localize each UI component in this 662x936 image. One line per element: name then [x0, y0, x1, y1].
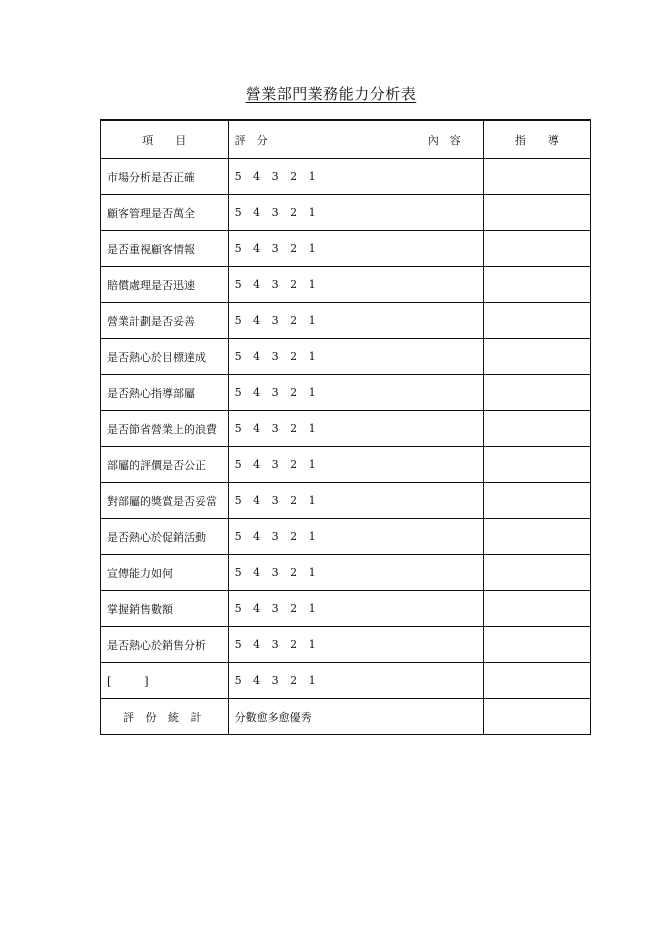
row-score[interactable]: 5 4 3 2 1 — [228, 519, 483, 555]
row-guide[interactable] — [483, 411, 590, 447]
page-title — [0, 84, 662, 104]
footer-item: 評 份 統 計 — [101, 699, 229, 735]
row-score[interactable]: 5 4 3 2 1 — [228, 159, 483, 195]
footer-score: 分數愈多愈優秀 — [228, 699, 483, 735]
row-guide[interactable] — [483, 195, 590, 231]
row-item: 是否熱心於銷售分析 — [101, 627, 229, 663]
row-guide[interactable] — [483, 663, 590, 699]
table-row — [101, 195, 591, 231]
row-item: 是否熱心指導部屬 — [101, 375, 229, 411]
row-item: 部屬的評價是否公正 — [101, 447, 229, 483]
row-guide[interactable] — [483, 483, 590, 519]
row-item: 宣傳能力如何 — [101, 555, 229, 591]
row-item: 賠償處理是否迅速 — [101, 267, 229, 303]
table-row — [101, 339, 591, 375]
header-item: 項 目 — [101, 120, 229, 159]
row-score[interactable]: 5 4 3 2 1 — [228, 483, 483, 519]
footer-guide[interactable] — [483, 699, 590, 735]
table-row — [101, 627, 591, 663]
row-guide[interactable] — [483, 375, 590, 411]
table-row — [101, 267, 591, 303]
row-score[interactable]: 5 4 3 2 1 — [228, 591, 483, 627]
row-item: 是否節省營業上的浪費 — [101, 411, 229, 447]
table-row — [101, 447, 591, 483]
table-header-row — [101, 120, 591, 159]
row-guide[interactable] — [483, 447, 590, 483]
row-item: 顧客管理是否萬全 — [101, 195, 229, 231]
row-item: 掌握銷售數額 — [101, 591, 229, 627]
row-score[interactable]: 5 4 3 2 1 — [228, 663, 483, 699]
row-score[interactable]: 5 4 3 2 1 — [228, 303, 483, 339]
table-row — [101, 663, 591, 699]
table-row — [101, 303, 591, 339]
row-item-blank[interactable]: [ ] — [101, 663, 229, 699]
row-item: 市場分析是否正確 — [101, 159, 229, 195]
row-score[interactable]: 5 4 3 2 1 — [228, 267, 483, 303]
analysis-table — [100, 119, 591, 735]
table-footer-row — [101, 699, 591, 735]
header-score-content — [228, 120, 483, 159]
row-item: 是否熱心於促銷活動 — [101, 519, 229, 555]
table-row — [101, 555, 591, 591]
row-guide[interactable] — [483, 555, 590, 591]
row-item: 營業計劃是否妥善 — [101, 303, 229, 339]
row-score[interactable]: 5 4 3 2 1 — [228, 555, 483, 591]
row-score[interactable]: 5 4 3 2 1 — [228, 339, 483, 375]
header-guide: 指 導 — [483, 120, 590, 159]
table-row — [101, 591, 591, 627]
row-guide[interactable] — [483, 303, 590, 339]
row-guide[interactable] — [483, 231, 590, 267]
header-content: 內 容 — [427, 133, 461, 147]
title-text: 營業部門業務能力分析表 — [245, 85, 417, 103]
row-score[interactable]: 5 4 3 2 1 — [228, 375, 483, 411]
row-guide[interactable] — [483, 519, 590, 555]
row-guide[interactable] — [483, 339, 590, 375]
table-row — [101, 519, 591, 555]
table-row — [101, 159, 591, 195]
row-item: 對部屬的獎賞是否妥當 — [101, 483, 229, 519]
table-row — [101, 231, 591, 267]
table-row — [101, 483, 591, 519]
row-guide[interactable] — [483, 159, 590, 195]
row-guide[interactable] — [483, 267, 590, 303]
row-guide[interactable] — [483, 627, 590, 663]
table-row — [101, 375, 591, 411]
table-row — [101, 411, 591, 447]
row-score[interactable]: 5 4 3 2 1 — [228, 231, 483, 267]
row-guide[interactable] — [483, 591, 590, 627]
row-item: 是否重視顧客情報 — [101, 231, 229, 267]
row-item: 是否熱心於目標達成 — [101, 339, 229, 375]
row-score[interactable]: 5 4 3 2 1 — [228, 195, 483, 231]
header-score: 評 分 — [234, 133, 268, 147]
row-score[interactable]: 5 4 3 2 1 — [228, 447, 483, 483]
row-score[interactable]: 5 4 3 2 1 — [228, 411, 483, 447]
row-score[interactable]: 5 4 3 2 1 — [228, 627, 483, 663]
